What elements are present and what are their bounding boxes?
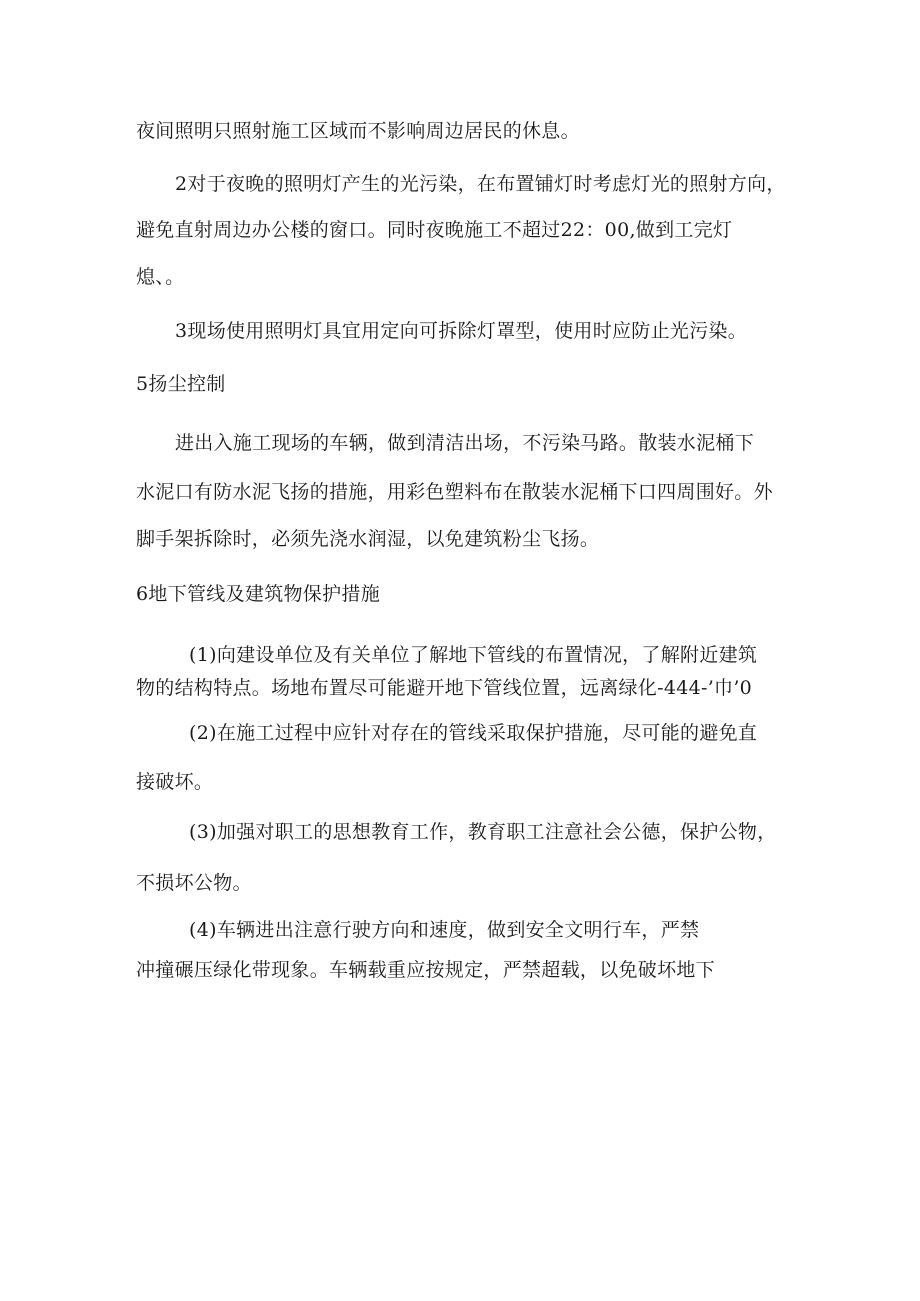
section-heading-pipeline-protection: 6地下管线及建筑物保护措施 bbox=[136, 583, 380, 605]
text-line-5: 3现场使用照明灯具宜用定向可拆除灯罩型，使用时应防止光污染。 bbox=[175, 320, 748, 342]
text-line-3: 避免直射周边办公楼的窗口。同时夜晚施工不超过22：00,做到工完灯 bbox=[136, 219, 733, 241]
text-line-4: 熄、。 bbox=[136, 266, 185, 288]
text-line-12: 物的结构特点。场地布置尽可能避开地下管线位置，远离绿化-444-’巾’0 bbox=[136, 677, 753, 699]
text-line-9: 脚手架拆除时，必须先浇水润湿，以免建筑粉尘飞扬。 bbox=[136, 528, 600, 550]
section-heading-dust-control: 5扬尘控制 bbox=[136, 373, 226, 395]
text-line-1: 夜间照明只照射施工区域而不影响周边居民的休息。 bbox=[136, 120, 580, 142]
text-line-8: 水泥口有防水泥飞扬的措施，用彩色塑料布在散装水泥桶下口四周围好。外 bbox=[136, 481, 773, 503]
text-line-16: 不损坏公物。 bbox=[136, 872, 252, 894]
text-line-17: (4)车辆进出注意行驶方向和速度，做到安全文明行车，严禁 bbox=[189, 919, 700, 941]
text-line-15: (3)加强对职工的思想教育工作，教育职工注意社会公德，保护公物， bbox=[189, 821, 777, 843]
text-line-7: 进出入施工现场的车辆，做到清洁出场，不污染马路。散装水泥桶下 bbox=[175, 432, 755, 454]
text-line-13: (2)在施工过程中应针对存在的管线采取保护措施，尽可能的避免直 bbox=[189, 722, 758, 744]
text-line-18: 冲撞碾压绿化带现象。车辆载重应按规定，严禁超载，以免破坏地下 bbox=[136, 959, 716, 981]
text-line-2: 2对于夜晚的照明灯产生的光污染，在布置铺灯时考虑灯光的照射方向， bbox=[175, 173, 786, 195]
text-line-11: (1)向建设单位及有关单位了解地下管线的布置情况，了解附近建筑 bbox=[189, 644, 758, 666]
text-line-14: 接破坏。 bbox=[136, 771, 214, 793]
